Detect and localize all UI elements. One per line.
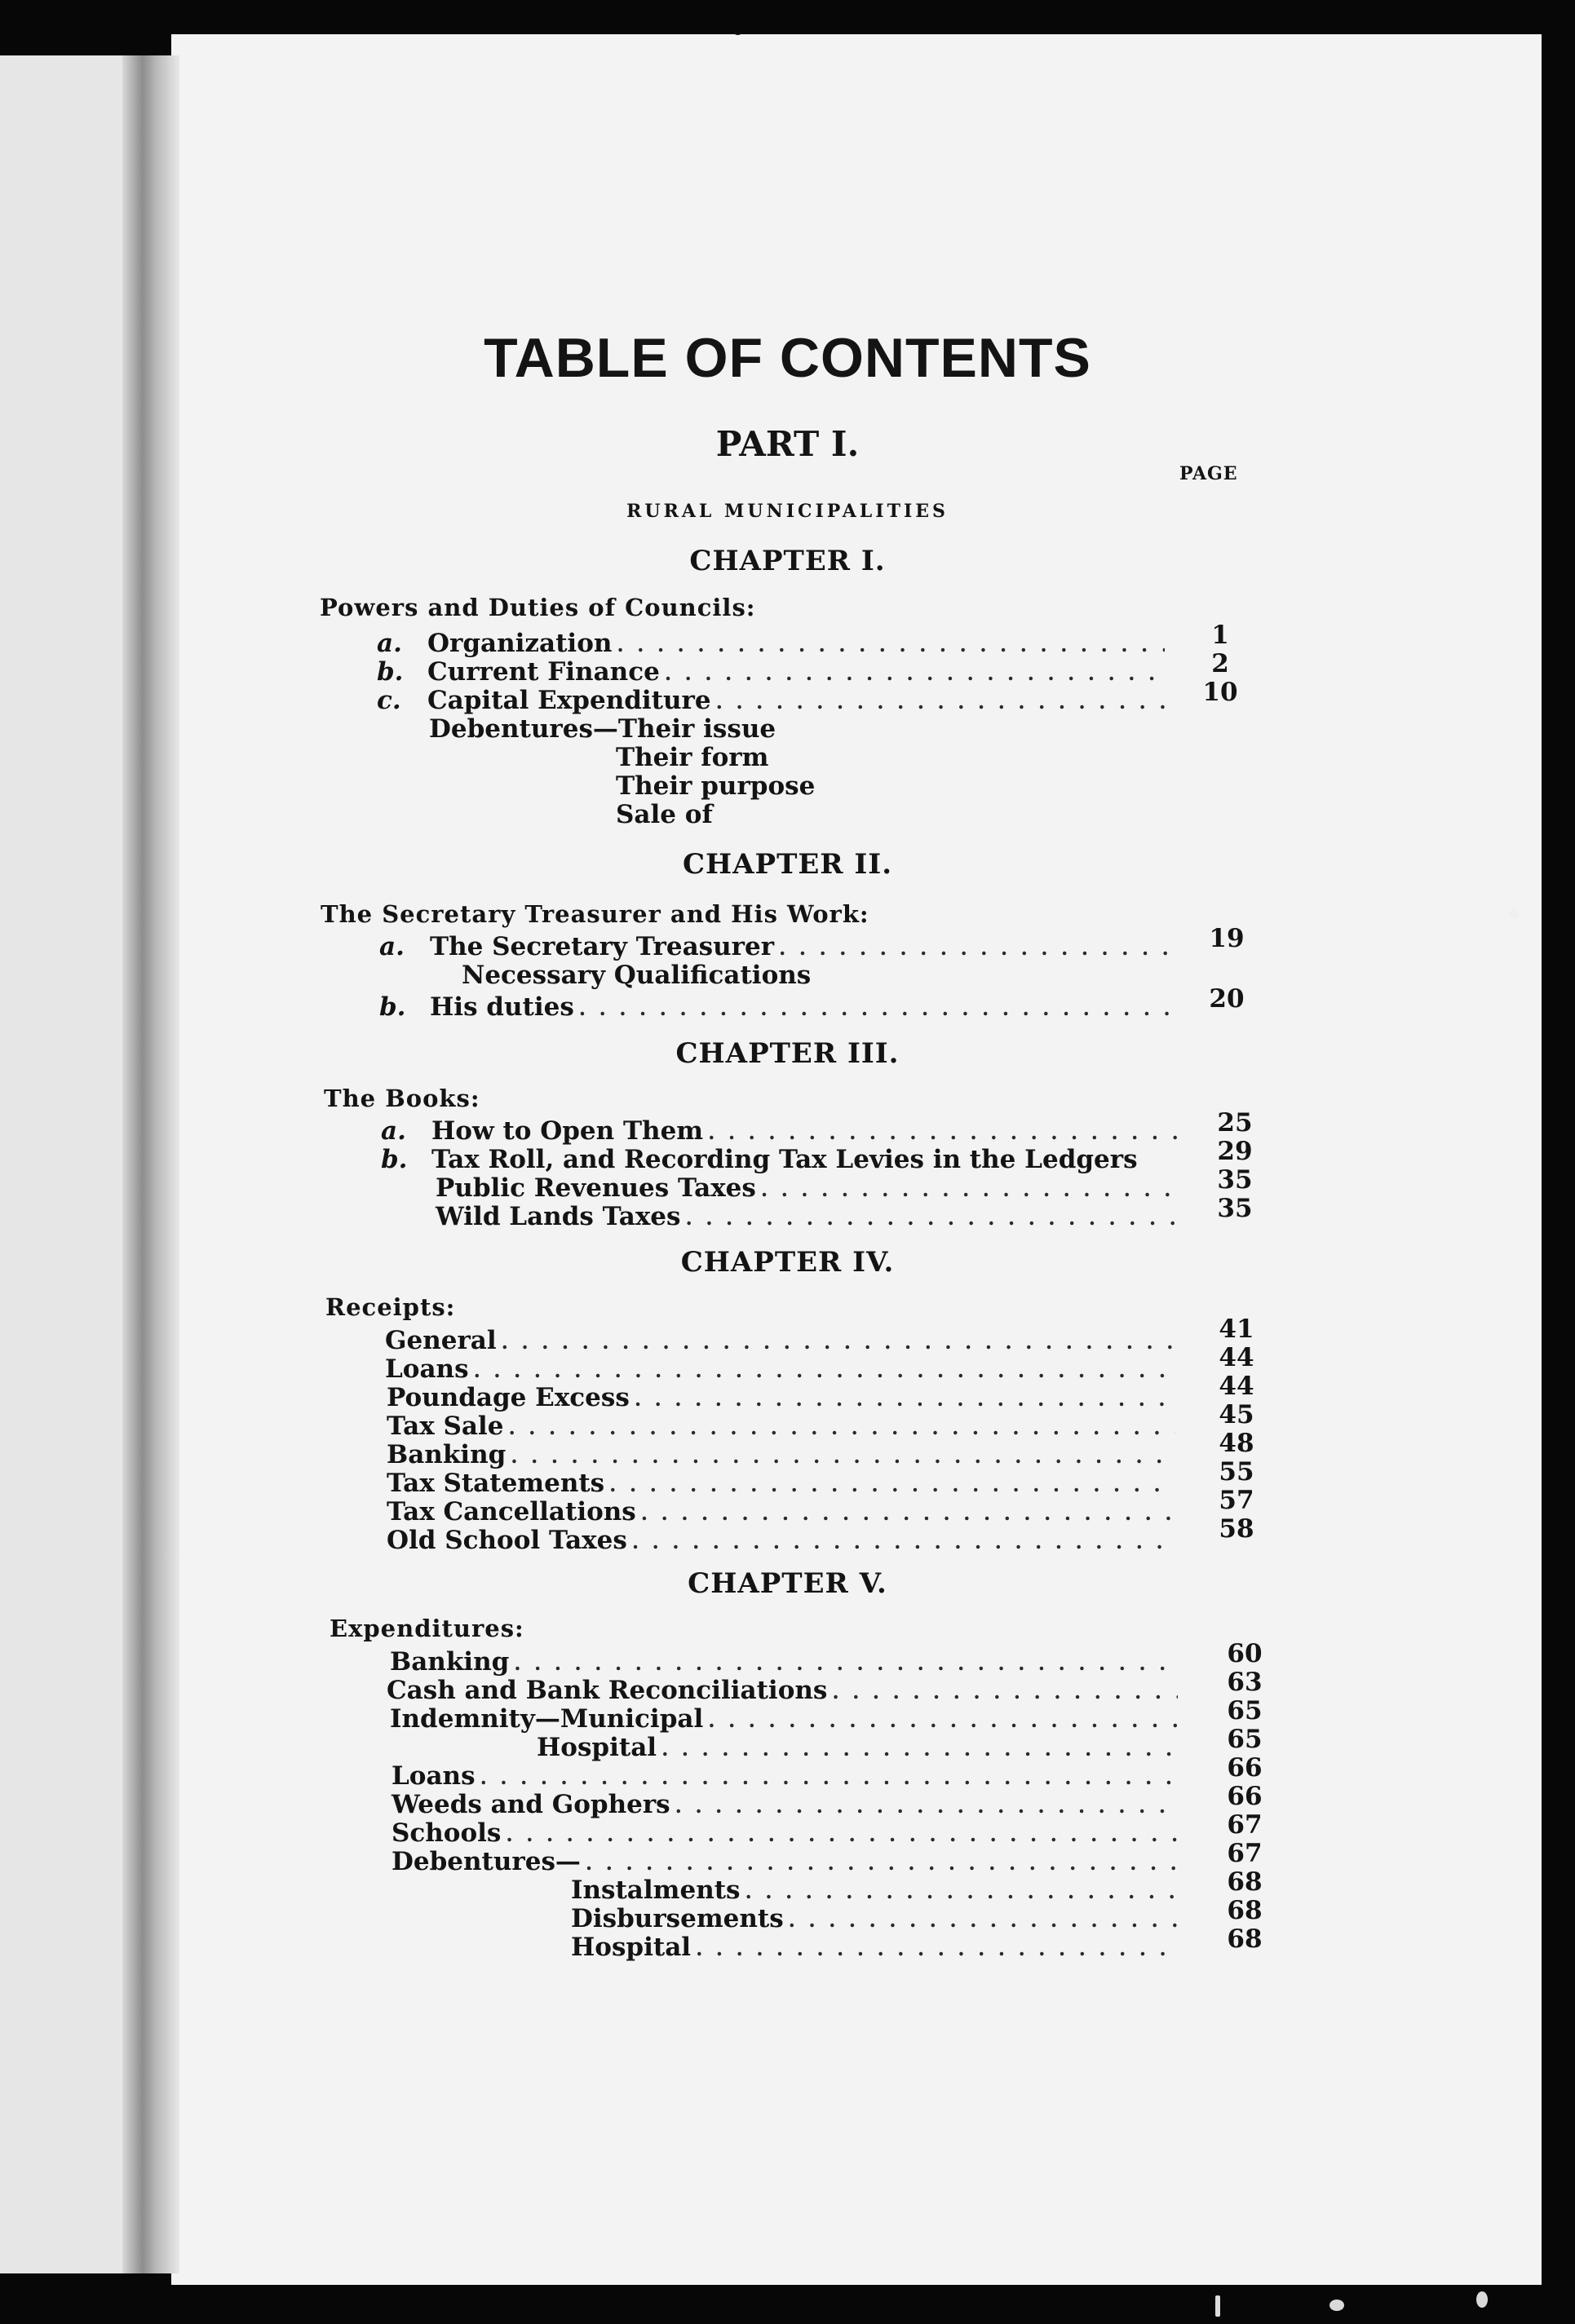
entry-page-number: 48 [1219, 1429, 1254, 1458]
chapter-title: CHAPTER II. [682, 848, 893, 881]
entry-page-number: 66 [1227, 1782, 1263, 1811]
entry-page-number: 35 [1217, 1165, 1253, 1195]
dot-leader [641, 1501, 1175, 1525]
toc-entry [436, 1202, 1179, 1231]
entry-label: Tax Roll, and Recording Tax Levies in the Ledgers [431, 1145, 1138, 1174]
entry-label: How to Open Them [431, 1116, 704, 1146]
toc-entry [379, 992, 1175, 1022]
scan-speck [734, 31, 741, 35]
toc-entry [387, 1440, 1180, 1469]
dot-leader [685, 1206, 1175, 1230]
entry-page-number: 67 [1227, 1810, 1263, 1840]
dot-leader [745, 1880, 1178, 1903]
entry-page-number: 41 [1219, 1314, 1254, 1344]
entry-label: The Secretary Treasurer [430, 932, 775, 961]
dot-leader [708, 1120, 1188, 1144]
section-heading: The Secretary Treasurer and His Work: [321, 900, 869, 928]
dot-leader [474, 1359, 1175, 1382]
entry-label: Tax Sale [387, 1412, 504, 1441]
toc-entry [392, 1847, 1183, 1876]
dot-leader [708, 1708, 1178, 1732]
entry-label: Indemnity—Municipal [390, 1704, 704, 1734]
entry-page-number: 44 [1219, 1372, 1254, 1401]
toc-entry [387, 1526, 1180, 1555]
dot-leader [511, 1444, 1175, 1468]
dot-leader [665, 661, 1165, 685]
debentures-subitem: Sale of [616, 800, 713, 829]
entry-label: Banking [387, 1440, 507, 1469]
toc-entry [381, 1116, 1192, 1146]
page-title: TABLE OF CONTENTS [484, 327, 1091, 389]
entry-label: Organization [427, 629, 613, 658]
entry-label: Hospital [537, 1733, 657, 1762]
toc-entry [390, 1647, 1183, 1677]
entry-page-number: 65 [1227, 1696, 1263, 1725]
toc-entry [379, 932, 1175, 961]
entry-page-number: 65 [1227, 1725, 1263, 1754]
toc-entry [387, 1383, 1180, 1412]
entry-label: Old School Taxes [387, 1526, 627, 1555]
dot-leader [480, 1765, 1178, 1789]
entry-label: Loans [385, 1354, 469, 1384]
toc-entry [377, 629, 1170, 658]
entry-page-number: 68 [1227, 1924, 1263, 1954]
part-subtitle: RURAL MUNICIPALITIES [626, 501, 949, 522]
toc-entry [385, 1326, 1180, 1355]
entry-page-number: 10 [1202, 678, 1238, 707]
toc-entry [377, 686, 1170, 715]
section-heading: Expenditures: [330, 1615, 524, 1642]
entry-page-number: 29 [1217, 1137, 1253, 1166]
entry-label: Debentures— [392, 1847, 581, 1876]
entry-label: Capital Expenditure [427, 686, 711, 715]
toc-entry [387, 1412, 1180, 1441]
toc-entry [571, 1933, 1183, 1962]
dot-leader [632, 1530, 1175, 1553]
entry-page-number: 57 [1219, 1486, 1254, 1515]
entry-page-number: 45 [1219, 1400, 1254, 1429]
dot-leader [579, 996, 1170, 1020]
entry-marker: a. [381, 1116, 406, 1146]
toc-entry [390, 1704, 1183, 1734]
entry-label: Public Revenues Taxes [436, 1173, 756, 1203]
entry-label: His duties [430, 992, 574, 1022]
toc-entry [537, 1733, 1183, 1762]
entry-page-number: 20 [1209, 984, 1245, 1014]
entry-marker: c. [377, 686, 401, 715]
dot-leader [514, 1651, 1178, 1675]
debentures-subitem: Their purpose [616, 771, 816, 801]
entry-page-number: 58 [1219, 1514, 1254, 1544]
entry-page-number: 35 [1217, 1194, 1253, 1223]
dot-leader [609, 1473, 1175, 1496]
entry-page-number: 44 [1219, 1343, 1254, 1372]
toc-entry [387, 1676, 1183, 1705]
chapter-title: CHAPTER I. [689, 545, 886, 577]
toc-entry [387, 1497, 1180, 1527]
section-heading: Receipts: [325, 1293, 456, 1321]
entry-page-number: 60 [1227, 1639, 1263, 1668]
chapter-title: CHAPTER III. [675, 1037, 900, 1070]
section-heading: Powers and Duties of Councils: [320, 594, 756, 621]
toc-entry [385, 1354, 1180, 1384]
entry-page-number: 68 [1227, 1867, 1263, 1897]
debentures-subitem: Their form [616, 743, 769, 772]
entry-label: Poundage Excess [387, 1383, 630, 1412]
scan-speck [1215, 2295, 1220, 2317]
dot-leader [675, 1794, 1178, 1818]
entry-page-number: 25 [1217, 1108, 1253, 1138]
dot-leader [586, 1851, 1178, 1875]
dot-leader [661, 1737, 1178, 1761]
toc-entry [392, 1761, 1183, 1791]
entry-label: Cash and Bank Reconciliations [387, 1676, 828, 1705]
toc-entry [392, 1818, 1183, 1848]
entry-label: Tax Statements [387, 1469, 605, 1498]
entry-label: Loans [392, 1761, 476, 1791]
scan-speck [1329, 2300, 1344, 2311]
dot-leader [502, 1330, 1175, 1354]
toc-entry [392, 1790, 1183, 1819]
entry-label: Weeds and Gophers [392, 1790, 670, 1819]
entry-marker: a. [379, 932, 405, 961]
entry-label: Tax Cancellations [387, 1497, 636, 1527]
dot-leader [635, 1387, 1175, 1411]
page-column-label: PAGE [1179, 463, 1238, 484]
dot-leader [789, 1908, 1178, 1932]
entry-label: Current Finance [427, 657, 660, 687]
toc-entry [571, 1876, 1183, 1905]
debentures-label: Debentures—Their issue [429, 714, 776, 744]
toc-entry [436, 1173, 1179, 1203]
entry-label: Banking [390, 1647, 510, 1677]
chapter-title: CHAPTER V. [688, 1567, 887, 1600]
dot-leader [696, 1937, 1178, 1960]
entry-page-number: 19 [1209, 924, 1245, 953]
dot-leader [617, 633, 1165, 656]
entry-page-number: 67 [1227, 1839, 1263, 1868]
part-title: PART I. [715, 424, 860, 464]
dot-leader [761, 1177, 1175, 1201]
toc-entry [387, 1469, 1180, 1498]
dot-leader [779, 936, 1170, 960]
entry-marker: a. [377, 629, 402, 658]
entry-label: Wild Lands Taxes [436, 1202, 681, 1231]
dot-leader [832, 1680, 1178, 1703]
dot-leader [716, 690, 1165, 714]
entry-label: Schools [392, 1818, 502, 1848]
entry-label: Hospital [571, 1933, 692, 1962]
entry-page-number: 66 [1227, 1753, 1263, 1783]
scan-speck [1509, 909, 1519, 919]
entry-marker: b. [377, 657, 404, 687]
toc-entry [377, 657, 1170, 687]
scan-speck [1476, 2291, 1488, 2308]
toc-entry [571, 1904, 1183, 1933]
entry-marker: b. [379, 992, 406, 1022]
dot-leader [506, 1823, 1178, 1846]
entry-marker: b. [381, 1145, 408, 1174]
entry-label: Disbursements [571, 1904, 784, 1933]
entry-page-number: 55 [1219, 1457, 1254, 1487]
entry-page-number: 2 [1211, 649, 1229, 678]
entry-label: General [385, 1326, 497, 1355]
chapter-title: CHAPTER IV. [680, 1246, 895, 1279]
entry-label: Necessary Qualifications [462, 961, 812, 990]
entry-page-number: 63 [1227, 1668, 1263, 1697]
entry-page-number: 68 [1227, 1896, 1263, 1925]
dot-leader [508, 1416, 1175, 1439]
entry-page-number: 1 [1211, 621, 1229, 650]
section-heading: The Books: [324, 1085, 480, 1112]
entry-label: Instalments [571, 1876, 741, 1905]
toc-entry [381, 1145, 1197, 1174]
